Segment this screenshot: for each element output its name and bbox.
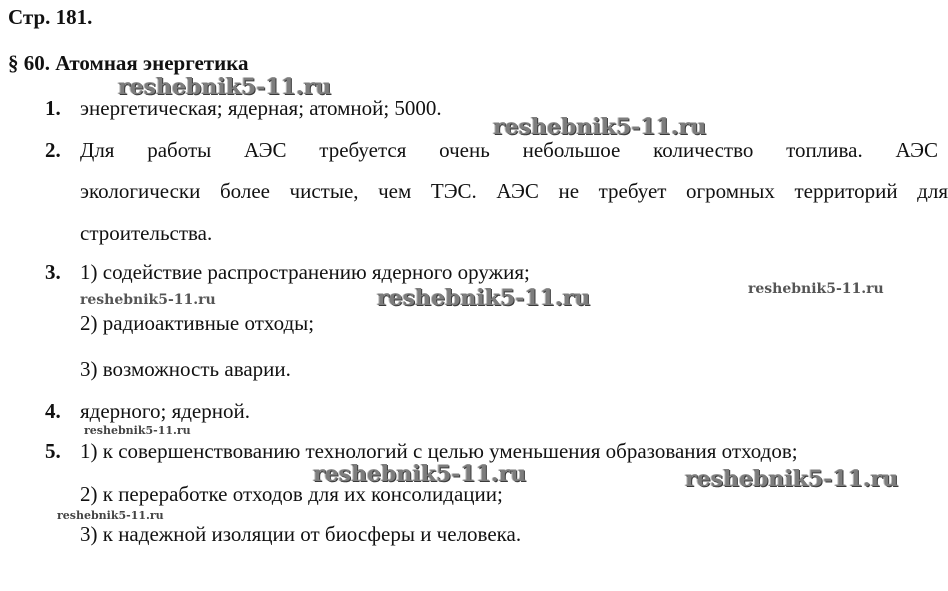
watermark: reshebnik5-11.ru	[685, 466, 899, 492]
page-reference: Стр. 181.	[8, 5, 93, 29]
watermark: reshebnik5-11.ru	[748, 281, 884, 297]
item-3-line-2: 2) радиоактивные отходы;	[80, 311, 315, 335]
item-number-4: 4.	[45, 399, 61, 423]
item-number-5: 5.	[45, 439, 61, 463]
watermark: reshebnik5-11.ru	[80, 292, 216, 308]
item-4-line-1: ядерного; ядерной.	[80, 399, 250, 423]
item-2-line-3: строительства.	[80, 221, 213, 245]
item-1-line-1: энергетическая; ядерная; атомной; 5000.	[80, 96, 442, 120]
item-number-3: 3.	[45, 260, 61, 284]
item-5-line-3: 3) к надежной изоляции от биосферы и человека.	[80, 522, 522, 546]
item-2-line-2: экологически более чистые, чем ТЭС. АЭС не требует огромных территорий для	[80, 179, 948, 203]
watermark: reshebnik5-11.ru	[118, 74, 332, 100]
item-5-line-1: 1) к совершенствованию технологий с целью уменьшения образования отходов;	[80, 439, 798, 463]
watermark: reshebnik5-11.ru	[377, 285, 591, 311]
item-3-line-1: 1) содействие распространению ядерного оружия;	[80, 260, 530, 284]
item-3-line-3: 3) возможность аварии.	[80, 357, 291, 381]
watermark: reshebnik5-11.ru	[84, 424, 191, 437]
watermark: reshebnik5-11.ru	[57, 509, 164, 522]
item-number-2: 2.	[45, 138, 61, 162]
item-2-line-1: Для работы АЭС требуется очень небольшое количество топлива. АЭС	[80, 138, 938, 162]
item-5-line-2: 2) к переработке отходов для их консолидации;	[80, 482, 503, 506]
watermark: reshebnik5-11.ru	[493, 114, 707, 140]
item-number-1: 1.	[45, 96, 61, 120]
section-title: § 60. Атомная энергетика	[8, 51, 249, 75]
watermark: reshebnik5-11.ru	[313, 461, 527, 487]
